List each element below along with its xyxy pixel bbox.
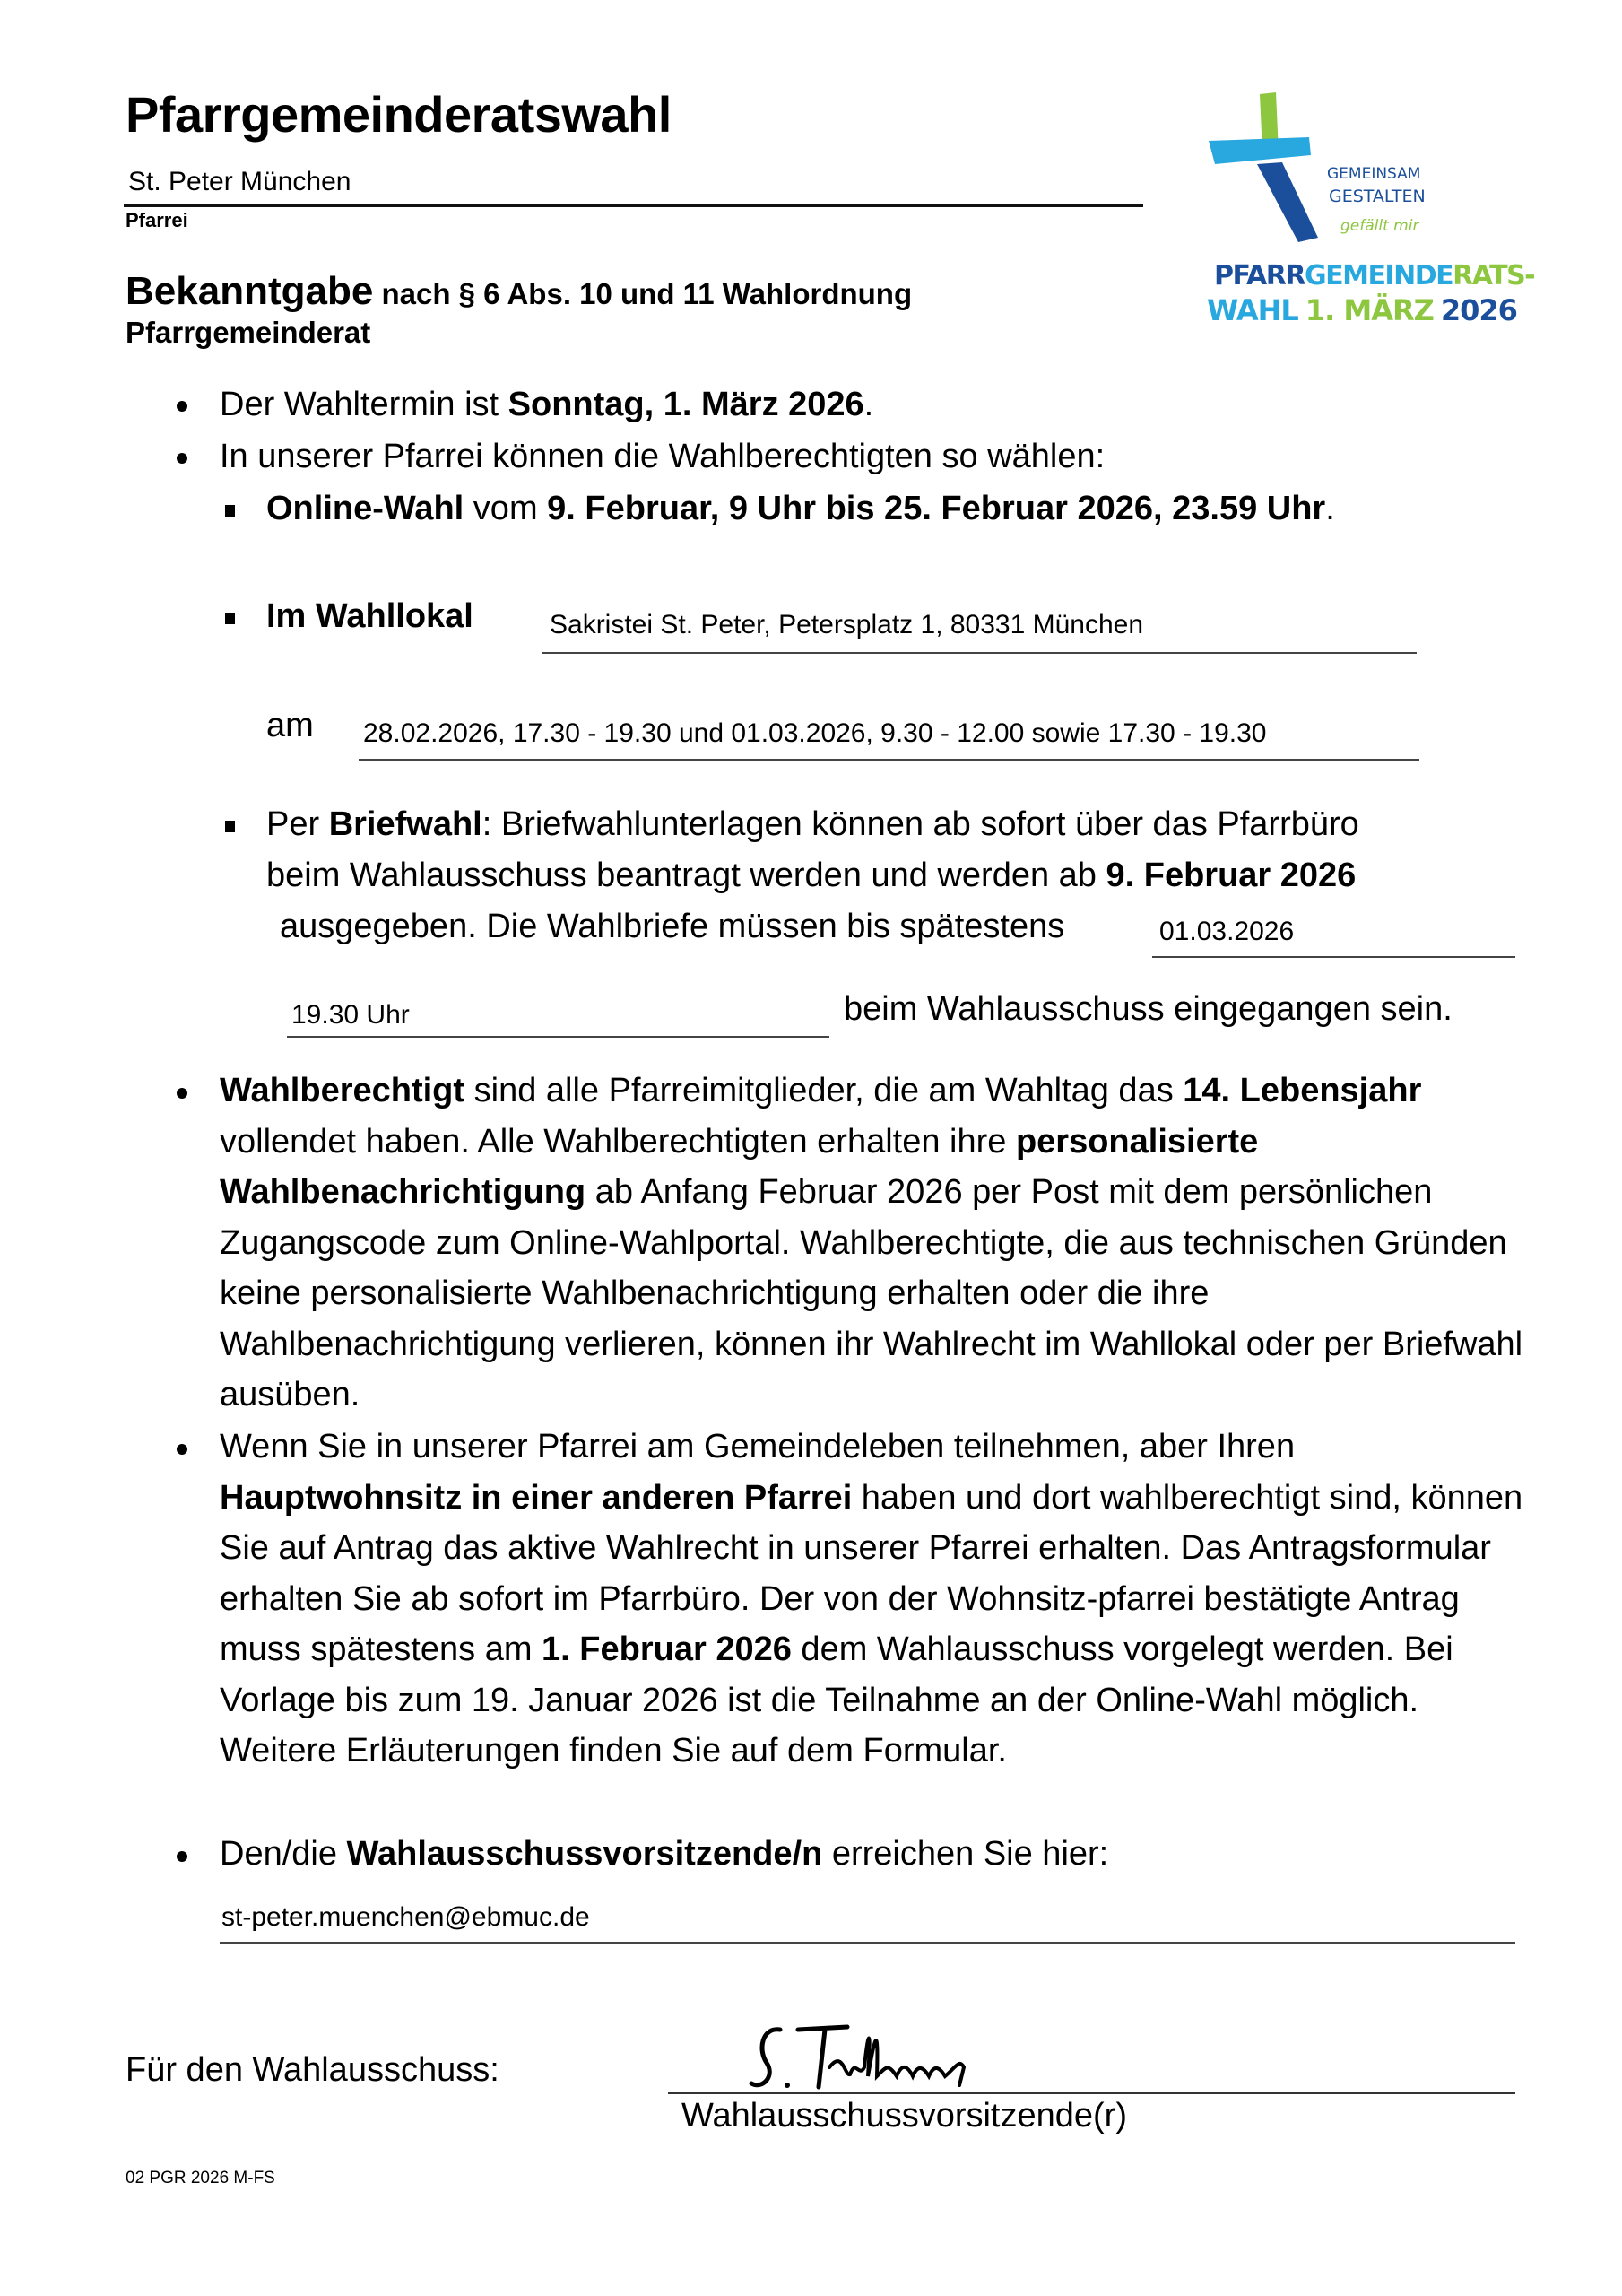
announcement-heading xyxy=(126,269,912,314)
cross-beam-stroke xyxy=(1209,137,1311,164)
postal-line1-rest: : Briefwahlunterlagen können ab sofort über das Pfarrbüro xyxy=(481,805,1359,843)
online-voting xyxy=(266,490,1335,528)
postal-vote-line2 xyxy=(266,857,1356,895)
square-bullet-icon xyxy=(225,613,235,624)
residence-text2: haben und dort wahlberechtigt sind, können Sie auf Antrag das aktive Wahlrecht in unserer Pfarrei erhalten. Das Antragsformular erhalten Sie ab sofort im Pfarrbüro. Der von der Wohnsitz-pfarrei bestätigte Antrag muss spätestens am xyxy=(220,1478,1523,1668)
residence-text3: dem Wahlausschuss vorgelegt werden. Bei Vorlage bis zum 19. Januar 2026 ist die Teilnahme an der Online-Wahl möglich. Weitere Erläuterungen finden Sie auf dem Formular. xyxy=(220,1631,1453,1770)
postal-deadline-time: 19.30 Uhr xyxy=(291,1000,410,1030)
bullet-icon xyxy=(177,1444,187,1455)
eligibility-paragraph xyxy=(220,1065,1538,1421)
residence-paragraph xyxy=(220,1422,1538,1777)
heading-main: Bekanntgabe xyxy=(126,269,374,313)
deadline-time-underline xyxy=(287,1036,829,1038)
date-bold: Sonntag, 1. März 2026 xyxy=(507,386,864,423)
postal-pre: Per xyxy=(266,805,329,843)
bullet-icon xyxy=(177,1851,187,1862)
logo-line1: GEMEINSAM xyxy=(1327,165,1421,183)
cross-logo-icon xyxy=(1201,85,1535,345)
date-post: . xyxy=(863,386,874,423)
residence-bold2: 1. Februar 2026 xyxy=(542,1631,792,1668)
contact-line xyxy=(220,1835,1108,1874)
bullet-icon xyxy=(177,453,187,464)
postal-vote-line3: ausgegeben. Die Wahlbriefe müssen bis spätestens xyxy=(280,908,1065,945)
signature-role: Wahlausschussvorsitzende(r) xyxy=(681,2097,1127,2135)
times-underline xyxy=(359,759,1419,761)
email-underline xyxy=(220,1942,1515,1944)
logo-line3: gefällt mir xyxy=(1340,217,1419,235)
polling-station-location: Sakristei St. Peter, Petersplatz 1, 80331 München xyxy=(550,610,1144,639)
polling-station-label xyxy=(266,597,473,636)
postal-deadline-date: 01.03.2026 xyxy=(1159,917,1295,946)
postal-line2-pre: beim Wahlausschuss beantragt werden und werden ab xyxy=(266,857,1106,894)
parish-label: Pfarrei xyxy=(126,209,188,231)
eligible-text1: sind alle Pfarreimitglieder, die am Wahltag das xyxy=(464,1072,1184,1109)
contact-post: erreichen Sie hier: xyxy=(822,1835,1109,1873)
handwritten-signature xyxy=(744,2013,1121,2103)
square-bullet-icon xyxy=(225,821,235,832)
bullet-icon xyxy=(177,401,187,412)
voting-methods-intro: In unserer Pfarrei können die Wahlberechtigten so wählen: xyxy=(220,438,1106,475)
election-logo xyxy=(1201,85,1535,345)
document-code: 02 PGR 2026 M-FS xyxy=(126,2169,275,2187)
heading-rest: nach § 6 Abs. 10 und 11 Wahlordnung xyxy=(373,277,913,310)
contact-bold: Wahlausschussvorsitzende/n xyxy=(346,1835,823,1873)
residence-bold1: Hauptwohnsitz in einer anderen Pfarrei xyxy=(220,1478,853,1517)
residence-text1: Wenn Sie in unserer Pfarrei am Gemeindeleben teilnehmen, aber Ihren xyxy=(220,1428,1296,1465)
logo-banner-line2: WAHL 1. MÄRZ 2026 xyxy=(1207,293,1517,327)
date-pre: Der Wahltermin ist xyxy=(220,386,508,423)
postal-bold: Briefwahl xyxy=(328,805,482,843)
online-post: . xyxy=(1325,490,1335,527)
online-bold: Online-Wahl xyxy=(266,490,464,527)
online-period: 9. Februar, 9 Uhr bis 25. Februar 2026, 23.59 Uhr xyxy=(547,490,1326,527)
eligible-text3: ab Anfang Februar 2026 per Post mit dem persönlichen Zugangscode zum Online-Wahlportal. Wahlberechtigte, die aus technischen Gründen keine personalisierte Wahlbenachrichtigung erhalten oder die ihre Wahlbenachrichtigung verlieren, können ihr Wahlrecht im Wahllokal oder per Briefwahl ausüben. xyxy=(220,1173,1523,1413)
eligible-bold2: 14. Lebensjahr xyxy=(1183,1072,1422,1109)
location-underline xyxy=(542,652,1417,654)
am-label: am xyxy=(266,707,314,744)
postal-line2-bold: 9. Februar 2026 xyxy=(1106,857,1357,894)
polling-station-bold: Im Wahllokal xyxy=(266,597,473,635)
document-title: Pfarrgemeinderatswahl xyxy=(126,86,672,143)
parish-name: St. Peter München xyxy=(128,167,351,196)
signature-line xyxy=(668,2092,1515,2094)
signature-label: Für den Wahlausschuss: xyxy=(126,2051,499,2089)
deadline-date-underline xyxy=(1152,956,1515,958)
parish-underline xyxy=(124,204,1143,207)
eligible-text2: vollendet haben. Alle Wahlberechtigten erhalten ihre xyxy=(220,1122,1016,1161)
contact-pre: Den/die xyxy=(220,1835,347,1873)
square-bullet-icon xyxy=(225,505,235,517)
eligible-bold3: personalisierte Wahlbenachrichtigung xyxy=(220,1122,1259,1211)
logo-line2: GESTALTEN xyxy=(1329,187,1426,206)
logo-banner-line1: PFARRGEMEINDERATS- xyxy=(1214,260,1535,291)
postal-vote-line4: beim Wahlausschuss eingegangen sein. xyxy=(844,990,1453,1028)
polling-times: 28.02.2026, 17.30 - 19.30 und 01.03.2026, 9.30 - 12.00 sowie 17.30 - 19.30 xyxy=(363,718,1267,748)
announcement-subheading: Pfarrgemeinderat xyxy=(126,316,371,349)
bullet-icon xyxy=(177,1088,187,1099)
cross-stem-stroke xyxy=(1257,162,1318,242)
election-date xyxy=(220,386,873,424)
contact-email[interactable]: st-peter.muenchen@ebmuc.de xyxy=(221,1902,590,1932)
postal-vote-line1 xyxy=(266,805,1359,844)
online-mid: vom xyxy=(464,490,548,527)
eligible-bold1: Wahlberechtigt xyxy=(220,1072,465,1109)
